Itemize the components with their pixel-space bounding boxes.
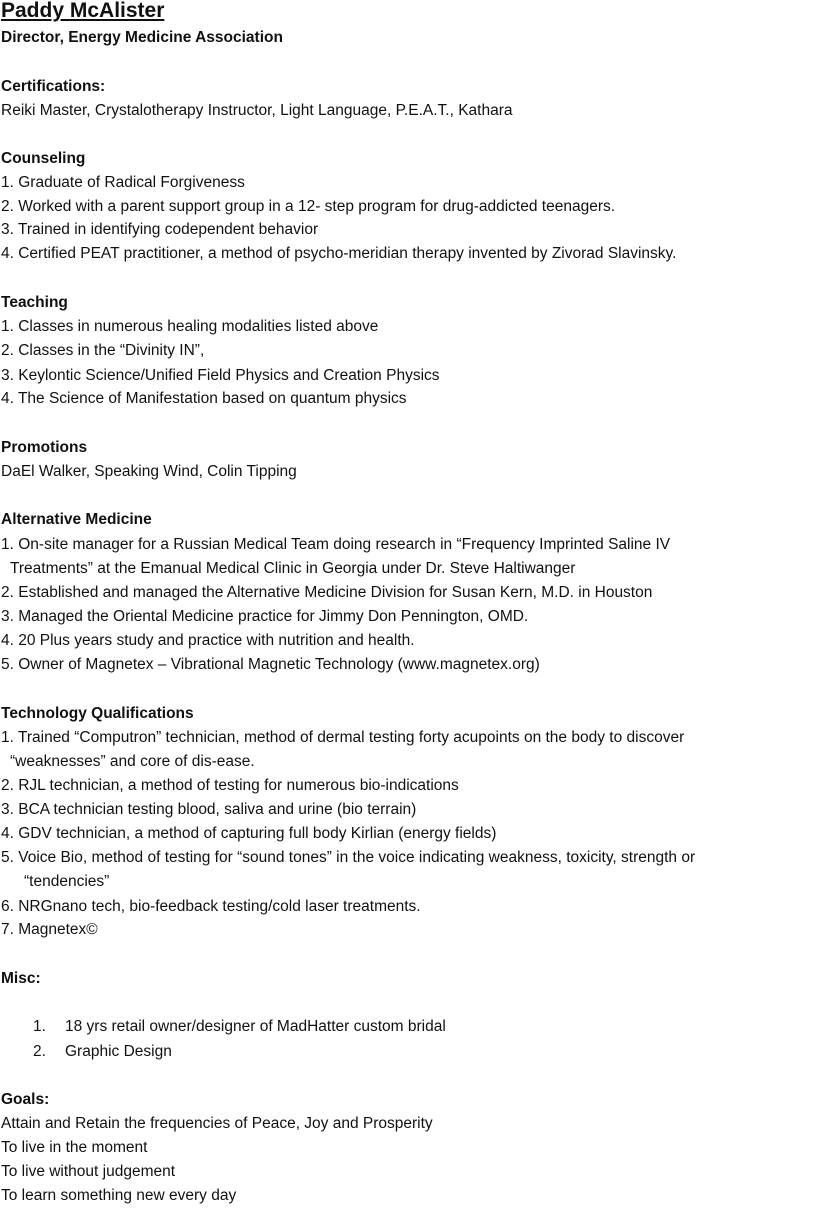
technology-item-continued: “weaknesses” and core of dis-ease. xyxy=(10,753,255,770)
teaching-item: 3. Keylontic Science/Unified Field Physics and Creation Physics xyxy=(1,367,440,384)
certifications-text: Reiki Master, Crystalotherapy Instructor, Light Language, P.E.A.T., Kathara xyxy=(1,102,513,119)
technology-item: 7. Magnetex© xyxy=(1,921,98,938)
certifications-heading: Certifications: xyxy=(1,78,106,95)
misc-heading: Misc: xyxy=(1,970,41,987)
teaching-item: 2. Classes in the “Divinity IN”, xyxy=(1,342,205,359)
technology-item: 2. RJL technician, a method of testing for numerous bio-indications xyxy=(1,777,459,794)
misc-item-text: 18 yrs retail owner/designer of MadHatter custom bridal xyxy=(65,1018,446,1035)
goals-item: To live in the moment xyxy=(1,1139,148,1156)
alternative-medicine-item: 1. On-site manager for a Russian Medical Team doing research in “Frequency Imprinted Saline IV xyxy=(1,536,671,553)
technology-item: 5. Voice Bio, method of testing for “sound tones” in the voice indicating weakness, toxicity, strength or xyxy=(1,849,696,866)
technology-item: 3. BCA technician testing blood, saliva and urine (bio terrain) xyxy=(1,801,417,818)
alternative-medicine-item: 5. Owner of Magnetex – Vibrational Magnetic Technology (www.magnetex.org) xyxy=(1,656,540,673)
alternative-medicine-item: 2. Established and managed the Alternative Medicine Division for Susan Kern, M.D. in Houston xyxy=(1,584,653,601)
misc-item-number: 1. xyxy=(33,1018,46,1035)
alternative-medicine-item-continued: Treatments” at the Emanual Medical Clinic in Georgia under Dr. Steve Haltiwanger xyxy=(10,560,576,577)
technology-item: 6. NRGnano tech, bio-feedback testing/cold laser treatments. xyxy=(1,898,421,915)
counseling-heading: Counseling xyxy=(1,150,86,167)
alternative-medicine-item: 3. Managed the Oriental Medicine practice for Jimmy Don Pennington, OMD. xyxy=(1,608,529,625)
technology-item: 4. GDV technician, a method of capturing full body Kirlian (energy fields) xyxy=(1,825,497,842)
goals-heading: Goals: xyxy=(1,1091,50,1108)
misc-item-text: Graphic Design xyxy=(65,1043,172,1060)
person-title: Director, Energy Medicine Association xyxy=(1,29,283,46)
counseling-item: 1. Graduate of Radical Forgiveness xyxy=(1,174,245,191)
alternative-medicine-heading: Alternative Medicine xyxy=(1,511,152,528)
person-name: Paddy McAlister xyxy=(1,0,165,22)
technology-heading: Technology Qualifications xyxy=(1,705,194,722)
goals-item: To learn something new every day xyxy=(1,1187,237,1204)
goals-item: To live without judgement xyxy=(1,1163,176,1180)
counseling-item: 3. Trained in identifying codependent behavior xyxy=(1,221,319,238)
technology-item: 1. Trained “Computron” technician, method of dermal testing forty acupoints on the body to discover xyxy=(1,729,685,746)
promotions-text: DaEl Walker, Speaking Wind, Colin Tipping xyxy=(1,463,297,480)
alternative-medicine-item: 4. 20 Plus years study and practice with nutrition and health. xyxy=(1,632,415,649)
technology-item-continued: “tendencies” xyxy=(24,873,110,890)
teaching-item: 1. Classes in numerous healing modalities listed above xyxy=(1,318,379,335)
misc-item-number: 2. xyxy=(33,1043,46,1060)
counseling-item: 2. Worked with a parent support group in a 12- step program for drug-addicted teenagers. xyxy=(1,198,616,215)
teaching-item: 4. The Science of Manifestation based on quantum physics xyxy=(1,390,407,407)
teaching-heading: Teaching xyxy=(1,294,68,311)
counseling-item: 4. Certified PEAT practitioner, a method of psycho-meridian therapy invented by Zivorad Slavinsky. xyxy=(1,245,677,262)
promotions-heading: Promotions xyxy=(1,439,88,456)
goals-item: Attain and Retain the frequencies of Peace, Joy and Prosperity xyxy=(1,1115,433,1132)
